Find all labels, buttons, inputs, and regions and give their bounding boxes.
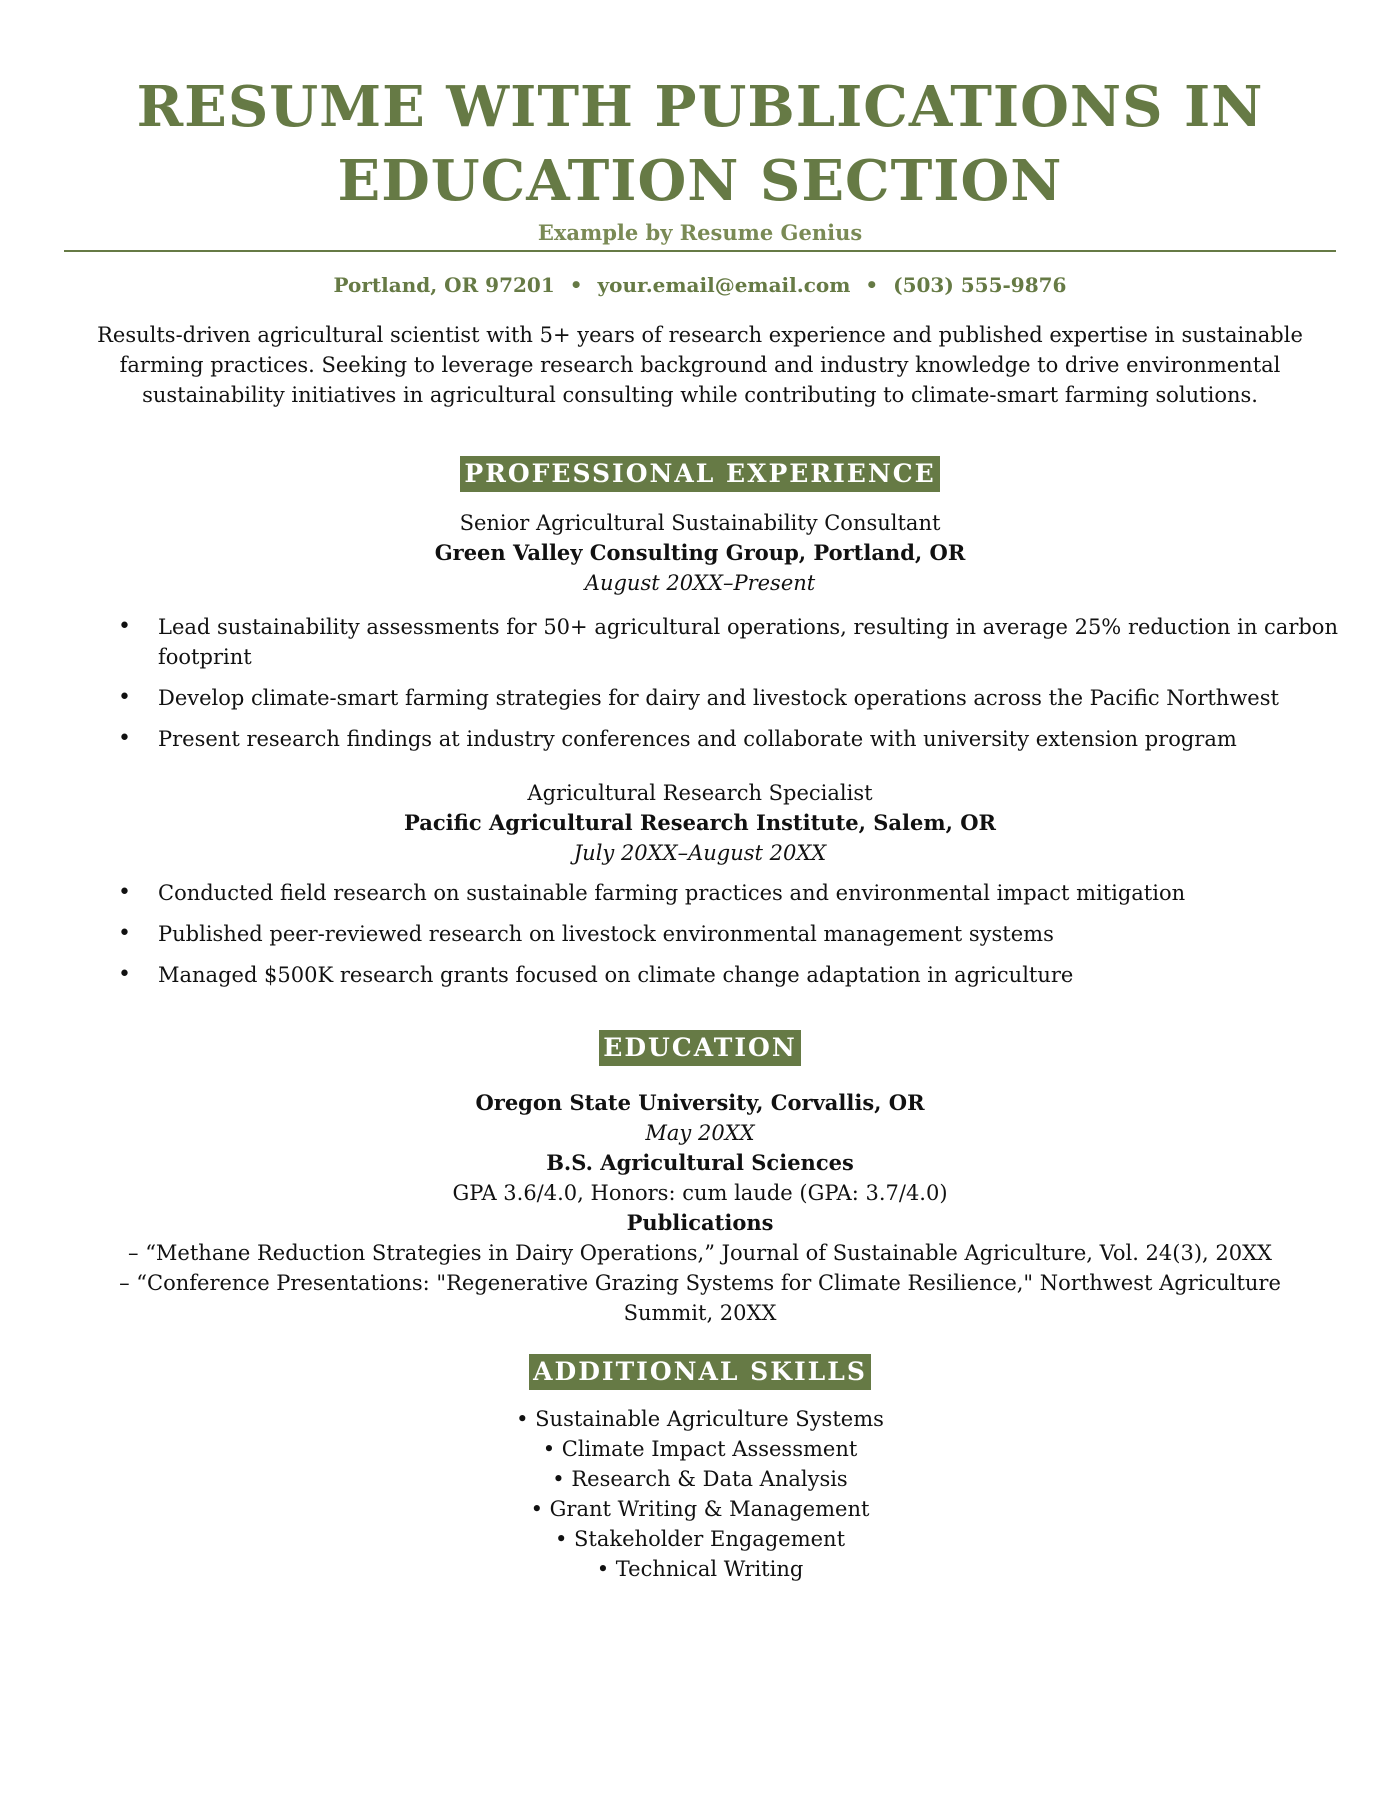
bullet-item: • Published peer-reviewed research on livestock environmental management systems — [0, 919, 1400, 949]
job-company: Green Valley Consulting Group, Portland, OR — [434, 540, 966, 565]
skills-list — [0, 1404, 1400, 1584]
education-school: Oregon State University, Corvallis, OR — [475, 1090, 925, 1115]
publications-label: Publications — [626, 1210, 774, 1235]
skill-item: • Climate Impact Assessment — [0, 1434, 1400, 1464]
job-entry — [0, 778, 1400, 868]
publications-list — [80, 1238, 1320, 1328]
job-bullets — [0, 878, 1400, 990]
skill-item: • Technical Writing — [0, 1554, 1400, 1584]
skill-item: • Sustainable Agriculture Systems — [0, 1404, 1400, 1434]
publication-item: – “Conference Presentations: "Regenerative Grazing Systems for Climate Resilience," Northwest Agriculture Summit, 20XX — [119, 1271, 1281, 1325]
job-dates: July 20XX–August 20XX — [573, 841, 827, 865]
education-date: May 20XX — [645, 1121, 755, 1145]
skill-item: • Stakeholder Engagement — [0, 1524, 1400, 1554]
skill-item: • Research & Data Analysis — [0, 1464, 1400, 1494]
skill-item: • Grant Writing & Management — [0, 1494, 1400, 1524]
bullet-item: • Lead sustainability assessments for 50+ agricultural operations, resulting in average 25% reduction in carbon footprint — [0, 612, 1400, 672]
job-company: Pacific Agricultural Research Institute, Salem, OR — [404, 810, 996, 835]
education-degree: B.S. Agricultural Sciences — [546, 1150, 854, 1175]
job-bullets — [0, 612, 1400, 754]
publication-item: – “Methane Reduction Strategies in Dairy Operations,” Journal of Sustainable Agriculture, Vol. 24(3), 20XX — [128, 1241, 1272, 1265]
contact-separator: • — [865, 273, 879, 297]
contact-separator: • — [569, 273, 583, 297]
experience-heading-label: PROFESSIONAL EXPERIENCE — [460, 456, 939, 492]
summary-paragraph: Results-driven agricultural scientist with 5+ years of research experience and published expertise in sustainable farming practices. Seeking to leverage research background and industry knowledge to drive environmental sustainability initiatives in agricultural consulting while contributing to climate-smart farming solutions. — [97, 323, 1303, 407]
contact-phone: (503) 555-9876 — [893, 273, 1067, 297]
contact-email: your.email@email.com — [597, 273, 851, 297]
skills-heading-label: ADDITIONAL SKILLS — [529, 1354, 871, 1390]
education-heading-label: EDUCATION — [599, 1030, 800, 1066]
job-title: Agricultural Research Specialist — [527, 781, 873, 805]
job-title: Senior Agricultural Sustainability Consultant — [459, 511, 941, 535]
bullet-item: • Present research findings at industry conferences and collaborate with university extension program — [0, 724, 1400, 754]
resume-title: RESUME WITH PUBLICATIONS IN EDUCATION SECTION — [136, 74, 1264, 214]
job-entry — [0, 508, 1400, 598]
skills-heading — [0, 1354, 1400, 1390]
byline: Example by Resume Genius — [537, 220, 863, 245]
bullet-item: • Conducted field research on sustainable farming practices and environmental impact mitigation — [0, 878, 1400, 908]
job-dates: August 20XX–Present — [584, 571, 816, 595]
bullet-item: • Managed $500K research grants focused on climate change adaptation in agriculture — [0, 960, 1400, 990]
education-entry — [0, 1088, 1400, 1238]
contact-location: Portland, OR 97201 — [333, 273, 555, 297]
experience-heading — [0, 456, 1400, 492]
education-gpa: GPA 3.6/4.0, Honors: cum laude (GPA: 3.7/4.0) — [452, 1181, 948, 1205]
bullet-item: • Develop climate-smart farming strategies for dairy and livestock operations across the Pacific Northwest — [0, 683, 1400, 713]
header-divider — [64, 250, 1336, 252]
education-heading — [0, 1030, 1400, 1066]
contact-line — [0, 272, 1400, 298]
